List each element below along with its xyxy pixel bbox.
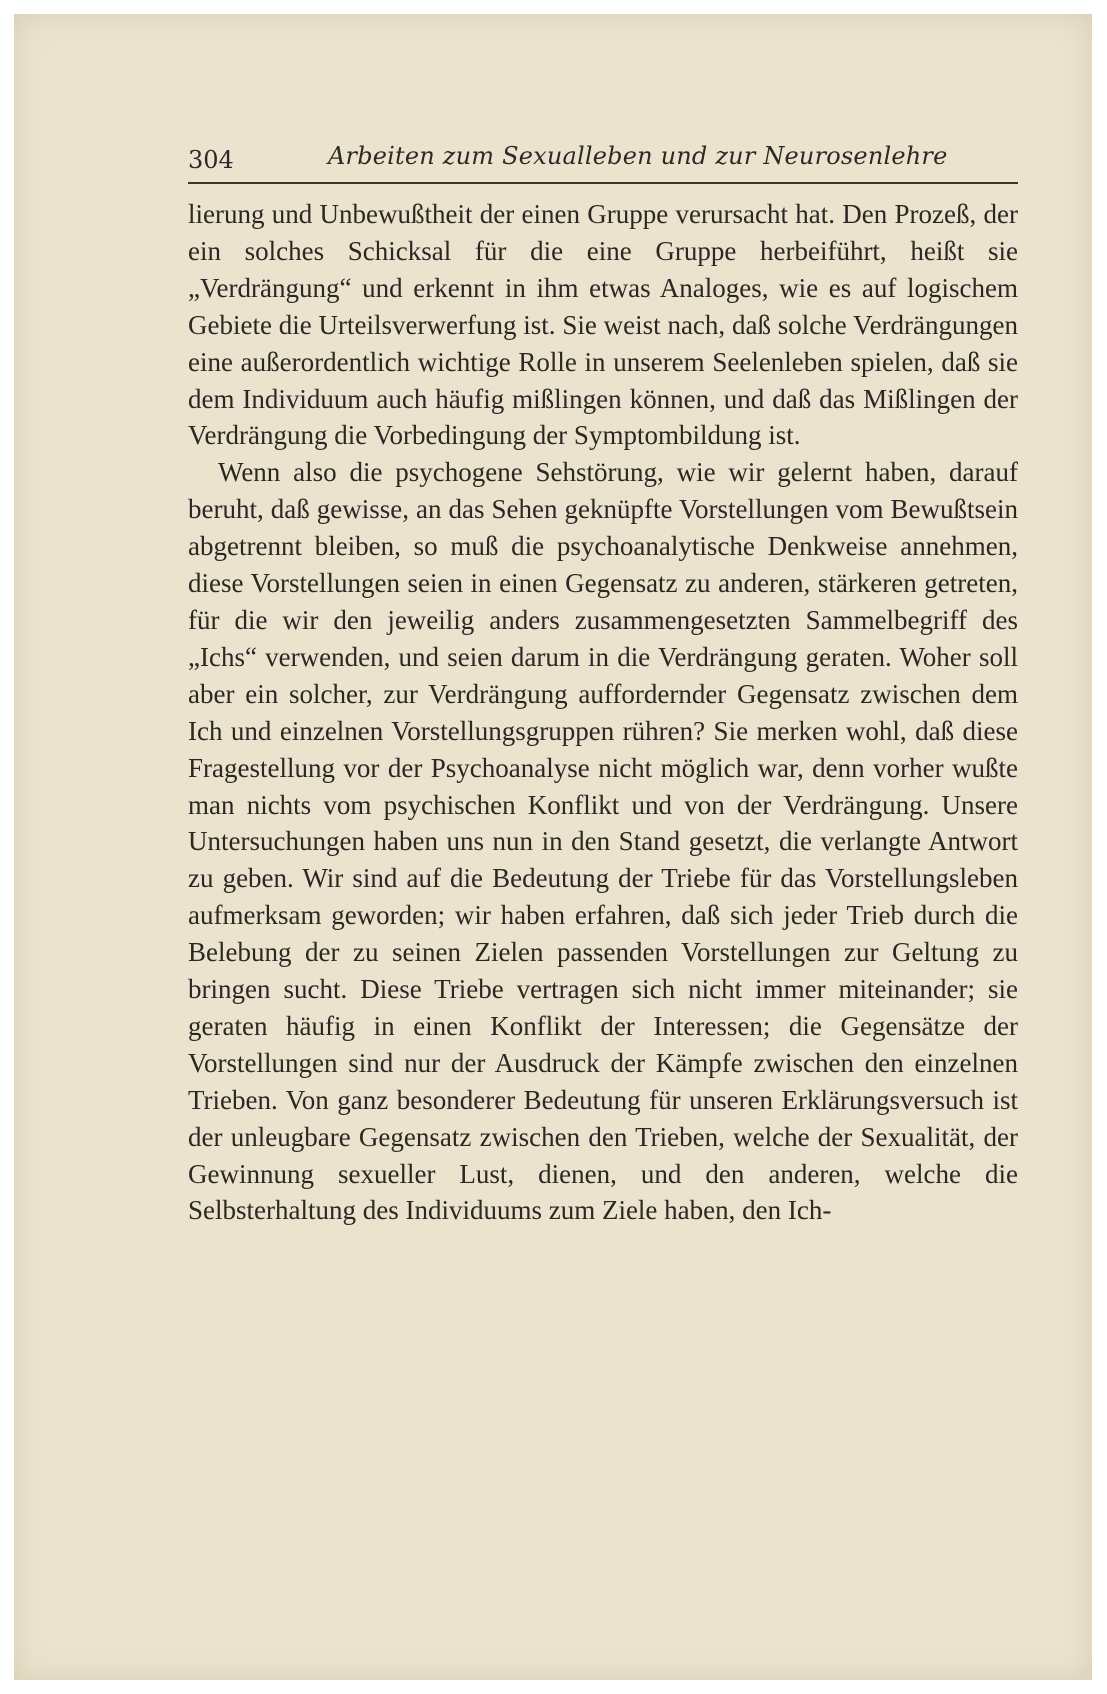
paragraph-1: lierung und Unbewußtheit der einen Gruppe verursacht hat. Den Prozeß, der ein solches Schicksal für die eine Gruppe herbeiführt, heißt sie „Verdrängung“ und erkennt in ihm etwas Analoges, wie es auf logischem Gebiete die Urteilsverwerfung ist. Sie weist nach, daß solche Verdrängungen eine außerordentlich wichtige Rolle in unserem Seelenleben spielen, daß sie dem Individuum auch häufig mißlingen können, und daß das Mißlingen der Verdrängung die Vorbedingung der Symptombildung ist. xyxy=(188,199,1018,451)
running-title: Arbeiten zum Sexualleben und zur Neurosenlehre xyxy=(328,142,948,170)
header-rule xyxy=(188,182,1018,184)
body-text xyxy=(188,196,1018,1229)
page-header xyxy=(188,138,1018,178)
page-number: 304 xyxy=(188,146,234,174)
paragraph-2: Wenn also die psychogene Sehstörung, wie wir gelernt haben, darauf beruht, daß gewisse, an das Sehen geknüpfte Vorstellungen vom Bewußtsein abgetrennt bleiben, so muß die psychoanalytische Denkweise annehmen, diese Vorstellungen seien in einen Gegensatz zu anderen, stärkeren getreten, für die wir den jeweilig anders zusammengesetzten Sammelbegriff des „Ichs“ verwenden, und seien darum in die Verdrängung geraten. Woher soll aber ein solcher, zur Verdrängung auffordernder Gegensatz zwischen dem Ich und einzelnen Vorstellungsgruppen rühren? Sie merken wohl, daß diese Fragestellung vor der Psychoanalyse nicht möglich war, denn vorher wußte man nichts vom psychischen Konflikt und von der Verdrängung. Unsere Untersuchungen haben uns nun in den Stand gesetzt, die verlangte Antwort zu geben. Wir sind auf die Bedeutung der Triebe für das Vorstellungsleben aufmerksam geworden; wir haben erfahren, daß sich jeder Trieb durch die Belebung der zu seinen Zielen passenden Vorstellungen zur Geltung zu bringen sucht. Diese Triebe vertragen sich nicht immer miteinander; sie geraten häufig in einen Konflikt der Interessen; die Gegensätze der Vorstellungen sind nur der Ausdruck der Kämpfe zwischen den einzelnen Trieben. Von ganz besonderer Bedeutung für unseren Erklärungsversuch ist der unleugbare Gegensatz zwischen den Trieben, welche der Sexualität, der Gewinnung sexueller Lust, dienen, und den anderen, welche die Selbsterhaltung des Individuums zum Ziele haben, den Ich- xyxy=(188,457,1018,1226)
